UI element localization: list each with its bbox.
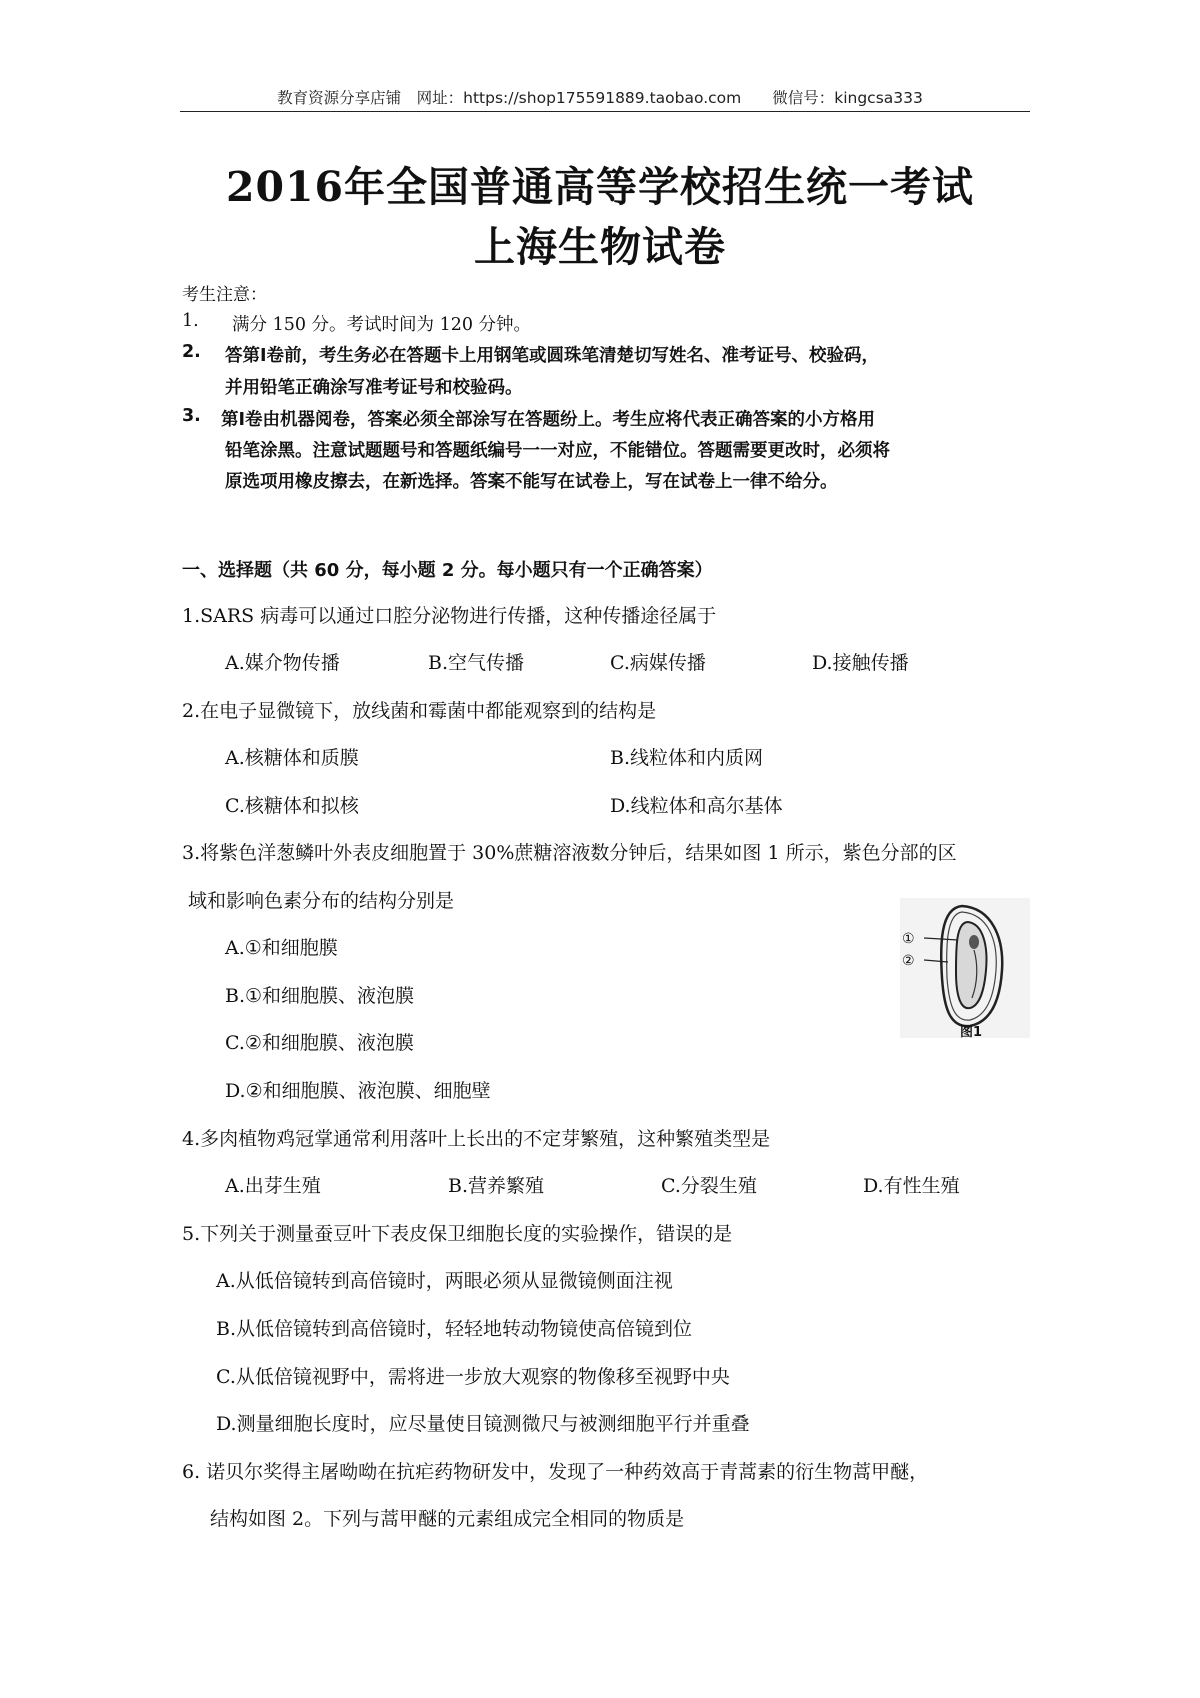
question-4-option-b: B.营养繁殖	[448, 1175, 545, 1197]
question-3-option-b: B.①和细胞膜、液泡膜	[225, 985, 415, 1007]
notice-item-2-line1: 答第Ⅰ卷前，考生务必在答题卡上用钢笔或圆珠笔清楚切写姓名、准考证号、校验码，	[225, 346, 880, 366]
question-5-option-a: A.从低倍镜转到高倍镜时，两眼必须从显微镜侧面注视	[216, 1270, 673, 1292]
exam-title: 2016年全国普通高等学校招生统一考试	[225, 163, 975, 211]
notice-item-1-text: 满分 150 分。考试时间为 120 分钟。	[232, 315, 532, 335]
page-header: 教育资源分享店铺 网址：https://shop175591889.taobao.com 微信号：kingcsa333	[277, 89, 923, 107]
question-5-option-b: B.从低倍镜转到高倍镜时，轻轻地转动物镜使高倍镜到位	[216, 1318, 693, 1340]
question-3-option-c: C.②和细胞膜、液泡膜	[225, 1032, 414, 1054]
notice-item-1-number: 1.	[182, 311, 199, 331]
question-4-option-a: A.出芽生殖	[225, 1175, 321, 1197]
question-2-option-c: C.核糖体和拟核	[225, 795, 359, 817]
question-3-option-a: A.①和细胞膜	[225, 937, 338, 959]
notice-item-2-line2: 并用铅笔正确涂写准考证号和校验码。	[225, 378, 523, 398]
exam-subtitle: 上海生物试卷	[474, 223, 726, 271]
question-2-option-b: B.线粒体和内质网	[610, 747, 764, 769]
question-3-option-d: D.②和细胞膜、液泡膜、细胞壁	[225, 1080, 491, 1102]
header-rule	[180, 111, 1030, 112]
question-6-stem-line2: 结构如图 2。下列与蒿甲醚的元素组成完全相同的物质是	[210, 1508, 685, 1530]
question-3-stem-line2: 域和影响色素分布的结构分别是	[188, 890, 455, 912]
notice-item-3-line2: 铅笔涂黑。注意试题题号和答题纸编号一一对应，不能错位。答题需要更改时，必须将	[225, 441, 890, 461]
question-1-option-b: B.空气传播	[428, 652, 525, 674]
question-5-stem: 5.下列关于测量蚕豆叶下表皮保卫细胞长度的实验操作，错误的是	[182, 1223, 733, 1245]
notice-item-3-number: 3.	[182, 406, 201, 426]
notice-item-3-line1: 第Ⅰ卷由机器阅卷，答案必须全部涂写在答题纷上。考生应将代表正确答案的小方格用	[221, 410, 876, 430]
question-1-option-d: D.接触传播	[812, 652, 909, 674]
figure-1-cell-diagram	[900, 898, 1030, 1038]
question-1-option-a: A.媒介物传播	[225, 652, 340, 674]
question-2-option-d: D.线粒体和高尔基体	[610, 795, 783, 817]
question-1-stem: 1.SARS 病毒可以通过口腔分泌物进行传播，这种传播途径属于	[182, 605, 717, 627]
question-5-option-d: D.测量细胞长度时，应尽量使目镜测微尺与被测细胞平行并重叠	[216, 1413, 750, 1435]
plasmolyzed-cell-drawing	[900, 898, 1030, 1038]
question-1-option-c: C.病媒传播	[610, 652, 706, 674]
question-2-option-a: A.核糖体和质膜	[225, 747, 359, 769]
question-4-stem: 4.多肉植物鸡冠掌通常利用落叶上长出的不定芽繁殖，这种繁殖类型是	[182, 1128, 771, 1150]
notice-item-2-number: 2.	[182, 342, 201, 362]
figure-mark-2: ②	[902, 953, 915, 969]
question-4-option-d: D.有性生殖	[863, 1175, 960, 1197]
question-2-stem: 2.在电子显微镜下，放线菌和霉菌中都能观察到的结构是	[182, 700, 657, 722]
question-3-stem-line1: 3.将紫色洋葱鳞叶外表皮细胞置于 30%蔗糖溶液数分钟后，结果如图 1 所示，紫色分部的区	[182, 842, 957, 864]
section-heading: 一、选择题（共 60 分，每小题 2 分。每小题只有一个正确答案）	[182, 560, 713, 581]
question-5-option-c: C.从低倍镜视野中，需将进一步放大观察的物像移至视野中央	[216, 1366, 730, 1388]
question-6-stem-line1: 6. 诺贝尔奖得主屠呦呦在抗疟药物研发中，发现了一种药效高于青蒿素的衍生物蒿甲醚，	[182, 1461, 929, 1483]
figure-label: 图1	[960, 1025, 983, 1038]
notice-heading: 考生注意：	[182, 285, 267, 305]
question-4-option-c: C.分裂生殖	[661, 1175, 757, 1197]
figure-mark-1: ①	[902, 931, 915, 947]
notice-item-3-line3: 原选项用橡皮擦去，在新选择。答案不能写在试卷上，写在试卷上一律不给分。	[225, 472, 838, 492]
